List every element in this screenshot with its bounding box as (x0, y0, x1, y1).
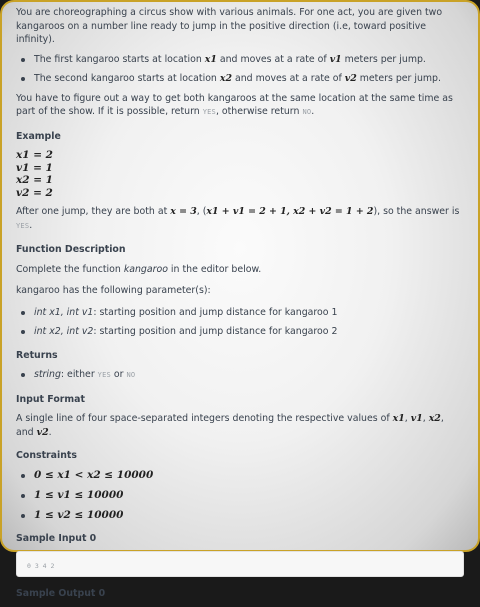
example-text: ), so the answer is (373, 206, 460, 217)
sample-input-box[interactable]: 0 3 4 2 (16, 551, 464, 577)
list-text: and moves at a rate of (216, 53, 330, 65)
list-item (16, 72, 464, 86)
param-type: int x1, int v1 (34, 306, 94, 318)
constraint-item: 1 ≤ v1 ≤ 10000 (16, 489, 464, 502)
list-item (16, 53, 464, 67)
example-line: v1 = 1 (16, 161, 53, 174)
if-text: . (48, 426, 52, 438)
example-explanation (16, 205, 464, 233)
task-text: You have to figure out a way to get both kangaroos at the same location at the same time as part of the show. If it is possible, return (16, 92, 453, 117)
problem-statement (16, 6, 464, 607)
math-x1: x1 (204, 53, 217, 65)
kangaroo-list (16, 53, 464, 86)
list-item (16, 368, 464, 383)
if-text: , (422, 413, 429, 424)
list-text: meters per jump. (341, 53, 426, 65)
return-type: string (34, 369, 61, 380)
code-yes: YES (16, 221, 30, 230)
function-description-paragraph (16, 263, 464, 277)
math-x2: x2 (428, 413, 441, 424)
code-no: NO (302, 108, 312, 116)
example-values (16, 149, 464, 199)
code-yes: YES (202, 108, 216, 116)
example-line: x1 = 2 (16, 149, 53, 161)
returns-heading: Returns (16, 349, 58, 361)
constraint-item: 1 ≤ v2 ≤ 10000 (16, 509, 464, 522)
function-description-heading: Function Description (16, 244, 126, 255)
returns-list (16, 368, 464, 383)
math-v2: v2 (36, 426, 49, 438)
example-heading: Example (16, 130, 61, 142)
if-text: A single line of four space-separated integers denoting the respective values of (16, 413, 393, 424)
math-x2: x2 (219, 73, 232, 84)
math-v1: v1 (410, 413, 423, 424)
sample-output-heading: Sample Output 0 (16, 588, 106, 599)
if-text: , and (16, 413, 444, 438)
param-type: int x2, int v2 (34, 326, 94, 337)
list-item (16, 306, 464, 320)
param-desc: : starting position and jump distance for kangaroo 1 (93, 306, 338, 318)
example-line: v2 = 2 (16, 186, 53, 199)
fd-text: in the editor below. (167, 263, 262, 275)
math-expr: x = 3 (170, 206, 197, 217)
sample-input-heading: Sample Input 0 (16, 532, 97, 544)
param-list (16, 306, 464, 339)
function-name: kangaroo (123, 263, 168, 275)
list-text: meters per jump. (356, 73, 441, 84)
param-desc: : starting position and jump distance for kangaroo 2 (93, 326, 338, 337)
constraints-heading: Constraints (16, 450, 77, 461)
constraint-item: 0 ≤ x1 < x2 ≤ 10000 (16, 469, 464, 482)
if-text: , (404, 413, 411, 424)
input-format-heading: Input Format (16, 393, 85, 405)
params-intro: kangaroo has the following parameter(s): (16, 285, 211, 296)
returns-text: : either (60, 369, 98, 380)
task-text: . (311, 106, 315, 117)
example-text: After one jump, they are both at (16, 206, 171, 217)
math-expr: x1 + v1 = 2 + 1, x2 + v2 = 1 + 2 (206, 206, 374, 217)
example-text: , ( (196, 206, 207, 217)
list-text: The first kangaroo starts at location (34, 53, 205, 65)
code-no: NO (126, 371, 136, 379)
constraints-list (16, 469, 464, 522)
list-text: and moves at a rate of (231, 73, 345, 84)
input-format-paragraph (16, 412, 464, 439)
fd-text: Complete the function (16, 263, 124, 275)
list-text: The second kangaroo starts at location (34, 73, 220, 84)
math-v1: v1 (329, 53, 342, 65)
code-yes: YES (97, 371, 111, 379)
intro-paragraph: You are choreographing a circus show with various animals. For one act, you are given two kangaroos on a number line ready to jump in the positive direction (i.e, toward positive infinity). (16, 7, 443, 45)
example-text: . (29, 219, 33, 231)
example-line: x2 = 1 (16, 174, 53, 186)
task-text: , otherwise return (215, 106, 303, 117)
math-v2: v2 (344, 73, 357, 84)
task-paragraph (16, 92, 464, 120)
math-x1: x1 (392, 413, 405, 424)
list-item (16, 325, 464, 339)
returns-text: or (110, 369, 127, 380)
